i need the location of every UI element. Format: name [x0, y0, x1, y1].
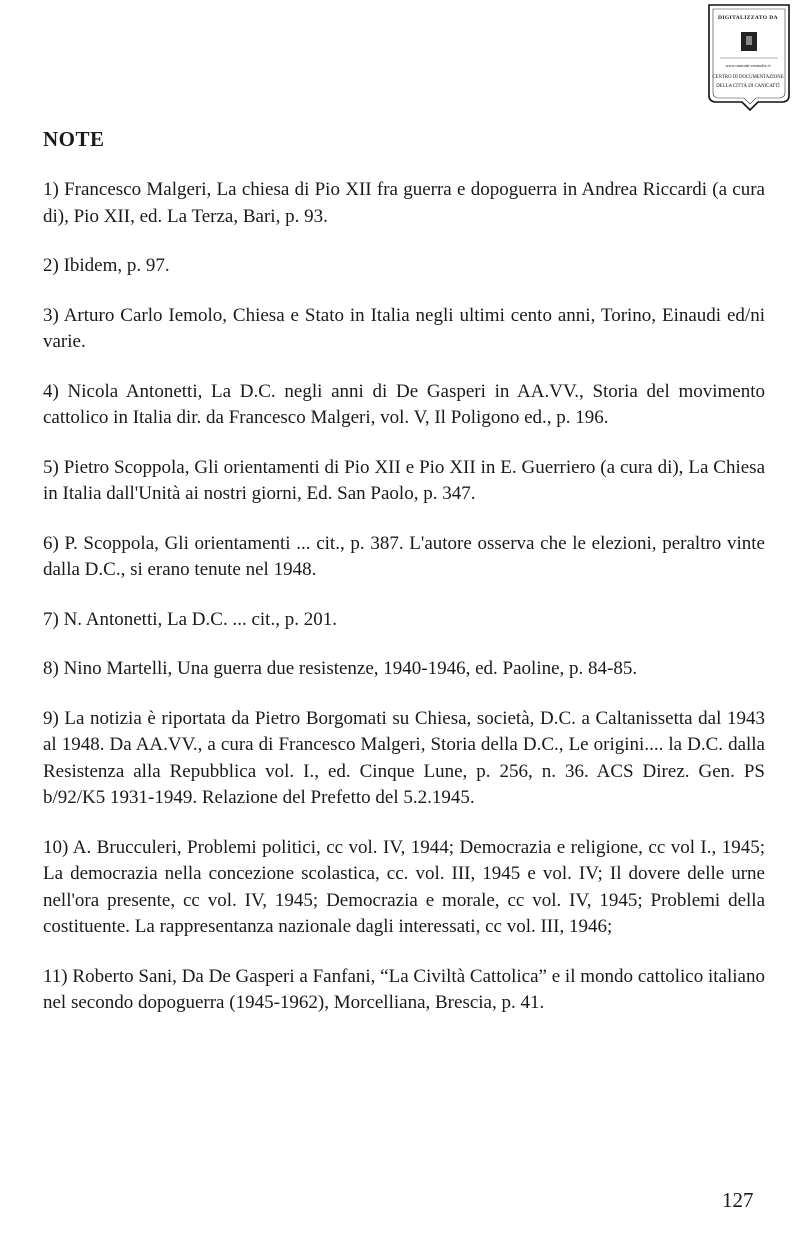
page-number: 127 [722, 1188, 754, 1212]
note-6: 6) P. Scoppola, Gli orientamenti ... cit., p. 387. L'autore osserva che le elezioni, peraltro vinte dalla D.C., si erano tenute nel 1948. [43, 532, 765, 580]
stamp-url: www.canicatti-centrodoc.it [725, 63, 771, 68]
note-4: 4) Nicola Antonetti, La D.C. negli anni di De Gasperi in AA.VV., Storia del movimento cattolico in Italia dir. da Francesco Malgeri, vol. V, Il Poligono ed., p. 196. [43, 380, 765, 428]
note-11: 11) Roberto Sani, Da De Gasperi a Fanfani, “La Civiltà Cattolica” e il mondo cattolico italiano nel secondo dopoguerra (1945-1962), Morcelliana, Brescia, p. 41. [43, 965, 765, 1013]
page-title: NOTE [43, 127, 105, 151]
stamp-line-1: CENTRO DI DOCUMENTAZIONE [712, 75, 784, 80]
note-9: 9) La notizia è riportata da Pietro Borgomati su Chiesa, società, D.C. a Caltanissetta dal 1943 al 1948. Da AA.VV., a cura di Francesco Malgeri, Storia della D.C., Le origini.... la D.C. dalla Resistenza alla Repubblica vol. I., ed. Cinque Lune, p. 256, n. 36. ACS Direz. Gen. PS b/92/K5 1931-1949. Relazione del Prefetto del 5.2.1945. [43, 707, 765, 808]
stamp-line-2: DELLA CITTÀ DI CANICATTÌ [716, 84, 780, 89]
note-8: 8) Nino Martelli, Una guerra due resistenze, 1940-1946, ed. Paoline, p. 84-85. [43, 658, 638, 679]
note-7: 7) N. Antonetti, La D.C. ... cit., p. 201. [43, 608, 337, 630]
note-3: 3) Arturo Carlo Iemolo, Chiesa e Stato in Italia negli ultimi cento anni, Torino, Einaudi ed/ni varie. [43, 304, 765, 352]
note-5: 5) Pietro Scoppola, Gli orientamenti di Pio XII e Pio XII in E. Guerriero (a cura di), La Chiesa in Italia dall'Unità ai nostri giorni, Ed. San Paolo, p. 347. [43, 456, 765, 504]
note-1: 1) Francesco Malgeri, La chiesa di Pio XII fra guerra e dopoguerra in Andrea Riccardi (a cura di), Pio XII, ed. La Terza, Bari, p. 93. [43, 179, 765, 227]
note-2: 2) Ibidem, p. 97. [43, 255, 170, 276]
notes-list [43, 177, 765, 1040]
digitization-stamp [706, 2, 794, 114]
note-10: 10) A. Brucculeri, Problemi politici, cc vol. IV, 1944; Democrazia e religione, cc vol I., 1945; La democrazia nella concezione scolastica, cc. vol. III, 1945 e vol. IV; Il dovere delle urne nell'ora presente, cc vol. IV, 1945; Democrazia e morale, cc vol. IV, 1945; Problemi della costituente. La rappresentanza nazionale dagli interessati, cc vol. III, 1946; [43, 836, 765, 937]
stamp-top-text: DIGITALIZZATO DA [717, 15, 779, 21]
